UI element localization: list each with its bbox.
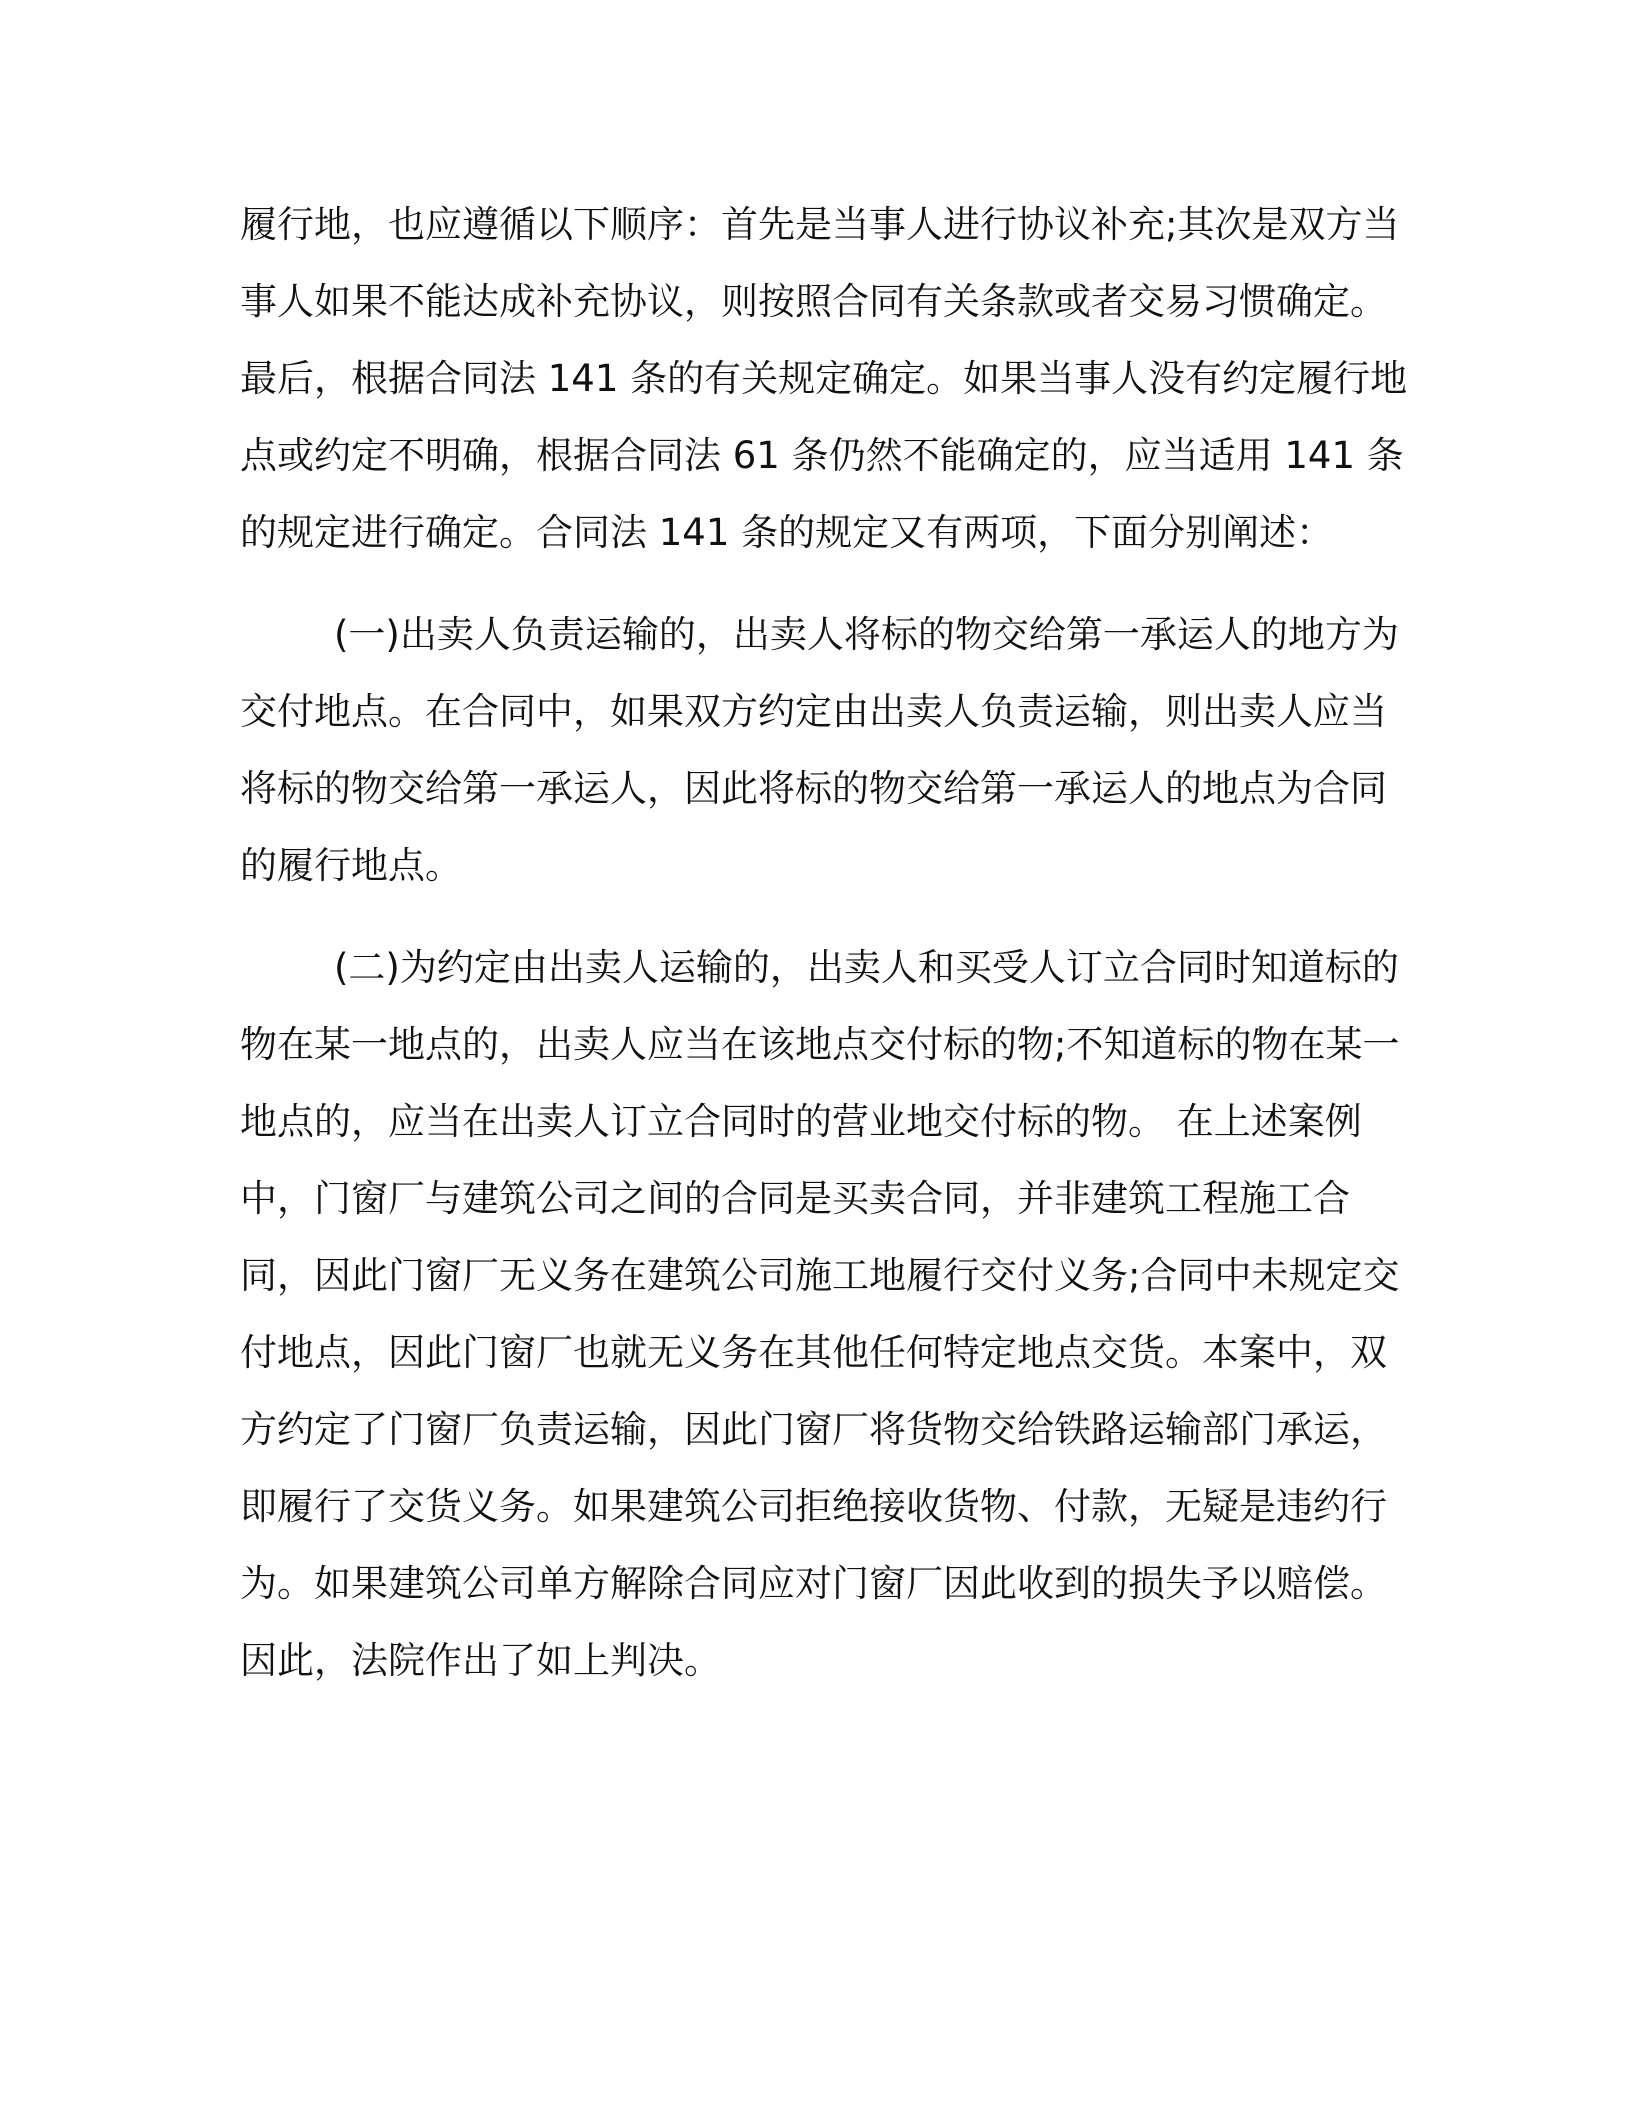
paragraph-no-agreed-transport: (二)为约定由出卖人运输的，出卖人和买受人订立合同时知道标的物在某一地点的，出卖人应当在该地点交付标的物;不知道标的物在某一地点的，应当在出卖人订立合同时的营业地交付标的物。 在上述案例中，门窗厂与建筑公司之间的合同是买卖合同，并非建筑工程施工合同，因此门窗厂无义务在建筑公司施工地履行交付义务;合同中未规定交付地点，因此门窗厂也就无义务在其他任何特定地点交货。本案中，双方约定了门窗厂负责运输，因此门窗厂将货物交给铁路运输部门承运，即履行了交货义务。如果建筑公司拒绝接收货物、付款，无疑是违约行为。如果建筑公司单方解除合同应对门窗厂因此收到的损失予以赔偿。因此，法院作出了如上判决。 — [240, 946, 1400, 1682]
document-body — [240, 186, 1420, 1699]
paragraph-contract-performance-place: 履行地，也应遵循以下顺序：首先是当事人进行协议补充;其次是双方当事人如果不能达成补充协议，则按照合同有关条款或者交易习惯确定。 最后，根据合同法 141 条的有关规定确定。如果当事人没有约定履行地点或约定不明确，根据合同法 61 条仍然不能确定的，应当适用 141 条的规定进行确定。合同法 141 条的规定又有两项，下面分别阐述： — [240, 203, 1408, 554]
paragraph-seller-transport: (一)出卖人负责运输的，出卖人将标的物交给第一承运人的地方为交付地点。在合同中，如果双方约定由出卖人负责运输，则出卖人应当将标的物交给第一承运人，因此将标的物交给第一承运人的地点为合同的履行地点。 — [240, 613, 1399, 887]
